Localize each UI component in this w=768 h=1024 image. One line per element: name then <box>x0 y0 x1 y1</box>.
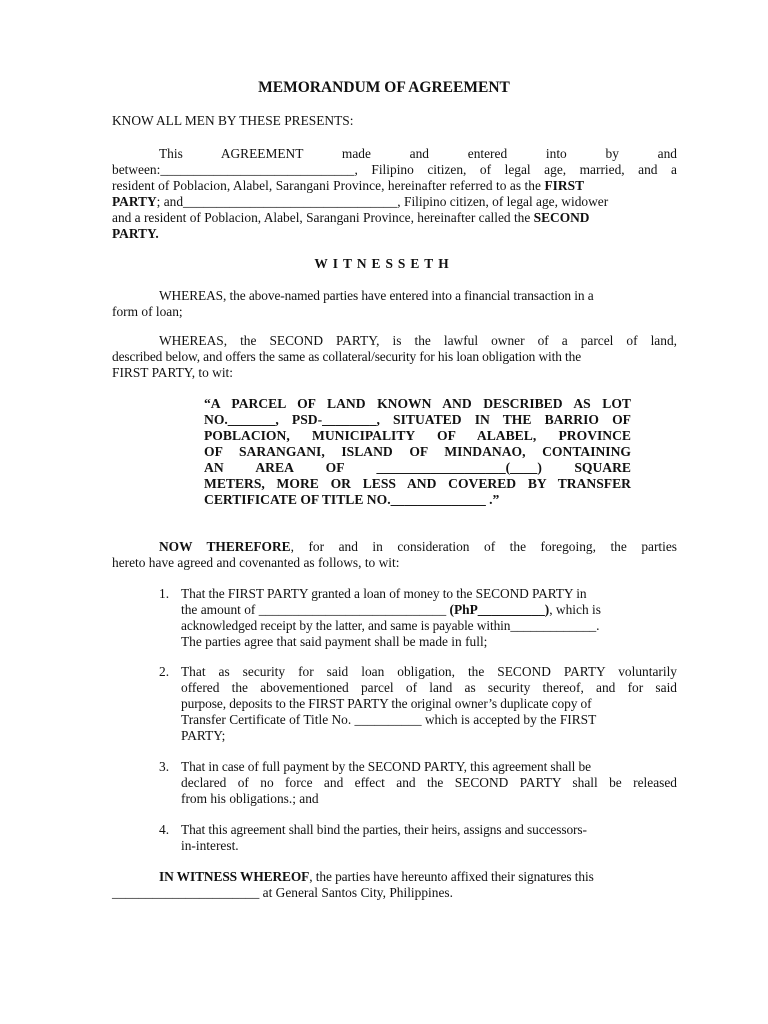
first-party-label: FIRST <box>544 178 585 193</box>
item-2-line-1: That as security for said loan obligation, the SECOND PARTY voluntarily <box>181 664 677 679</box>
agreement-line-1: This AGREEMENT made and entered into by and <box>159 146 677 161</box>
whereas-1-line-2: form of loan; <box>112 304 183 319</box>
item-2-line-3: purpose, deposits to the FIRST PARTY the original owner’s duplicate copy of <box>181 696 592 711</box>
item-1-line-3: acknowledged receipt by the latter, and same is payable within_____________. <box>181 618 600 633</box>
whereas-2-line-2: described below, and offers the same as collateral/security for his loan obligation with the <box>112 349 582 364</box>
lot-description-line-5: AN AREA OF ___________________(____) SQUARE <box>204 460 631 475</box>
whereas-2-line-3: FIRST PARTY, to wit: <box>112 365 233 380</box>
document-title: MEMORANDUM OF AGREEMENT <box>258 79 510 96</box>
item-2-line-2: offered the abovementioned parcel of land as security thereof, and for said <box>181 680 677 695</box>
lot-description-line-4: OF SARANGANI, ISLAND OF MINDANAO, CONTAINING <box>204 444 631 459</box>
now-therefore-line-2: hereto have agreed and covenanted as follows, to wit: <box>112 555 400 570</box>
item-4-number: 4. <box>159 822 170 837</box>
item-2-line-4: Transfer Certificate of Title No. __________ which is accepted by the FIRST <box>181 712 597 727</box>
item-3-line-2: declared of no force and effect and the SECOND PARTY shall be released <box>181 775 677 790</box>
lot-description-line-7: CERTIFICATE OF TITLE NO.______________ .” <box>204 492 500 507</box>
now-therefore-line-1: NOW THEREFORE, for and in consideration of the foregoing, the parties <box>159 539 678 554</box>
agreement-line-4: PARTY; and________________________________, Filipino citizen, of legal age, widower <box>112 194 609 209</box>
intro-line: KNOW ALL MEN BY THESE PRESENTS: <box>112 113 354 128</box>
item-1-number: 1. <box>159 586 170 601</box>
item-3-number: 3. <box>159 759 170 774</box>
whereas-1-line-1: WHEREAS, the above-named parties have entered into a financial transaction in a <box>159 288 594 303</box>
agreement-line-5: and a resident of Poblacion, Alabel, Sarangani Province, hereinafter called the SECOND <box>112 210 590 225</box>
php-amount: (PhP__________) <box>449 602 550 617</box>
agreement-line-3: resident of Poblacion, Alabel, Sarangani Province, hereinafter referred to as the FIRST <box>112 178 585 193</box>
item-2-line-5: PARTY; <box>181 728 226 743</box>
item-2-number: 2. <box>159 664 170 679</box>
lot-description-line-3: POBLACION, MUNICIPALITY OF ALABEL, PROVINCE <box>204 428 631 443</box>
in-witness-line-2: ______________________ at General Santos City, Philippines. <box>112 885 453 900</box>
item-3-line-1: That in case of full payment by the SECOND PARTY, this agreement shall be <box>181 759 591 774</box>
lot-description-line-6: METERS, MORE OR LESS AND COVERED BY TRANSFER <box>204 476 631 491</box>
agreement-line-6: PARTY. <box>112 226 159 241</box>
item-1-line-4: The parties agree that said payment shall be made in full; <box>181 634 488 649</box>
in-witness-line-1: IN WITNESS WHEREOF, the parties have hereunto affixed their signatures this <box>159 869 594 884</box>
whereas-2-line-1: WHEREAS, the SECOND PARTY, is the lawful owner of a parcel of land, <box>159 333 677 348</box>
item-4-line-2: in-interest. <box>181 838 239 853</box>
item-3-line-3: from his obligations.; and <box>181 791 319 806</box>
item-4-line-1: That this agreement shall bind the parties, their heirs, assigns and successors- <box>181 822 587 837</box>
lot-description-line-1: “A PARCEL OF LAND KNOWN AND DESCRIBED AS LOT <box>204 396 631 411</box>
item-1-line-2: the amount of ____________________________ (PhP__________), which is <box>181 602 601 617</box>
lot-description-line-2: NO._______, PSD-________, SITUATED IN THE BARRIO OF <box>204 412 631 427</box>
second-party-label: SECOND <box>533 210 590 225</box>
item-1-line-1: That the FIRST PARTY granted a loan of money to the SECOND PARTY in <box>181 586 587 601</box>
agreement-line-2: between:_____________________________, Filipino citizen, of legal age, married, and a <box>112 162 677 177</box>
witnesseth-heading: WITNESSETH <box>314 256 454 271</box>
